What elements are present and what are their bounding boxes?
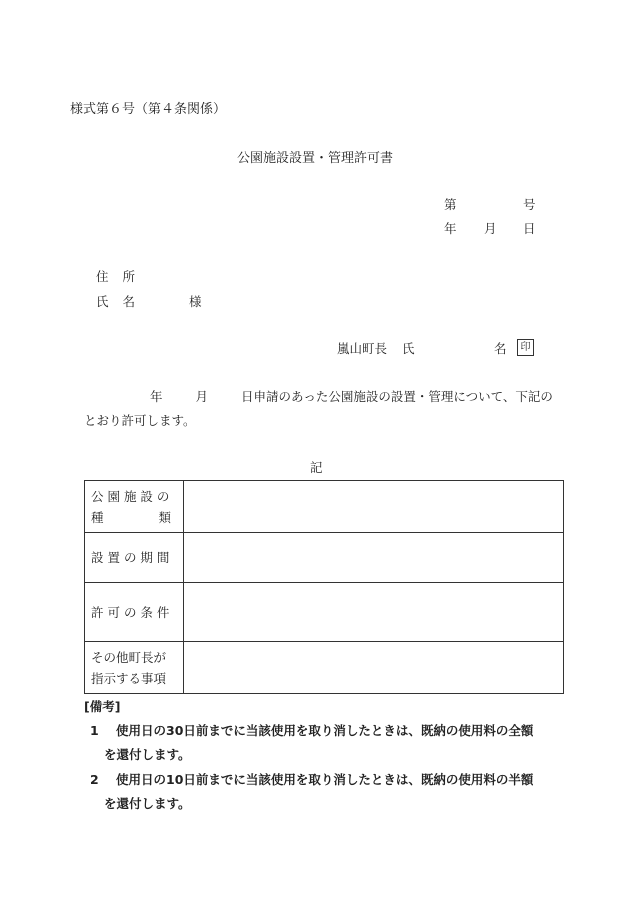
form-number: 様式第６号（第４条関係） bbox=[70, 102, 227, 117]
row-label-facility-type bbox=[85, 481, 184, 533]
date-month-label: 月 bbox=[484, 221, 497, 236]
recipient-name-label bbox=[96, 296, 137, 309]
other-instructions-line-1: その他町長が bbox=[91, 649, 167, 665]
date-day-label: 日 bbox=[523, 221, 536, 236]
name-label-char-2: 名 bbox=[122, 294, 138, 309]
installation-period-label: 設 置 の 期 間 bbox=[91, 550, 170, 565]
note-2-number: 2 bbox=[90, 772, 99, 787]
facility-type-line-1: 公 園 施 設 の bbox=[91, 488, 170, 504]
doc-number-prefix: 第 bbox=[444, 197, 457, 212]
note-2-text: 使用日の10日前までに当該使用を取り消したときは、既納の使用料の半額 bbox=[116, 772, 534, 787]
note-1-number: 1 bbox=[90, 723, 99, 738]
table-row bbox=[85, 533, 564, 583]
permit-details-table bbox=[84, 480, 564, 694]
other-instructions-line-2: 指示する事項 bbox=[91, 670, 167, 686]
issuer-title: 嵐山町長 bbox=[337, 341, 388, 356]
value-cell-permit-conditions bbox=[184, 583, 564, 642]
facility-type-char-2: 類 bbox=[158, 509, 171, 525]
body-text-line-2: とおり許可します。 bbox=[84, 413, 196, 428]
value-cell-facility-type bbox=[184, 481, 564, 533]
row-label-installation-period bbox=[85, 533, 184, 583]
body-text-line-1 bbox=[150, 391, 553, 404]
note-1-line-1 bbox=[90, 725, 533, 738]
table-row bbox=[85, 481, 564, 533]
value-cell-installation-period bbox=[184, 533, 564, 583]
issuer-mei: 名 bbox=[494, 341, 507, 356]
note-1-line-2: を還付します。 bbox=[104, 747, 191, 762]
notes-heading: [備考] bbox=[84, 699, 121, 714]
seal-mark: 印 bbox=[517, 339, 534, 356]
date-year-label: 年 bbox=[444, 221, 457, 236]
table-row bbox=[85, 642, 564, 694]
ki-heading: 記 bbox=[310, 460, 323, 475]
address-label-char-1: 住 bbox=[96, 269, 111, 284]
row-label-other-instructions bbox=[85, 642, 184, 694]
note-2-line-1 bbox=[90, 774, 533, 787]
address-label-char-2: 所 bbox=[122, 269, 138, 284]
note-2-line-2: を還付します。 bbox=[104, 796, 191, 811]
recipient-address-label bbox=[96, 271, 137, 284]
permit-conditions-label: 許 可 の 条 件 bbox=[91, 604, 170, 620]
body-month: 月 bbox=[195, 389, 209, 404]
body-year: 年 bbox=[150, 389, 163, 404]
facility-type-line-2 bbox=[91, 507, 171, 528]
row-label-permit-conditions bbox=[85, 583, 184, 642]
doc-number-suffix: 号 bbox=[523, 197, 536, 212]
note-1-text: 使用日の30日前までに当該使用を取り消したときは、既納の使用料の全額 bbox=[116, 723, 534, 738]
document-title: 公園施設設置・管理許可書 bbox=[236, 151, 393, 166]
value-cell-other-instructions bbox=[184, 642, 564, 694]
body-line1-rest: 日申請のあった公園施設の設置・管理について、下記の bbox=[241, 389, 553, 404]
recipient-honorific: 様 bbox=[189, 294, 202, 309]
name-label-char-1: 氏 bbox=[96, 294, 111, 309]
facility-type-char-1: 種 bbox=[91, 509, 104, 525]
table-row bbox=[85, 583, 564, 642]
issuer-shi: 氏 bbox=[402, 341, 415, 356]
